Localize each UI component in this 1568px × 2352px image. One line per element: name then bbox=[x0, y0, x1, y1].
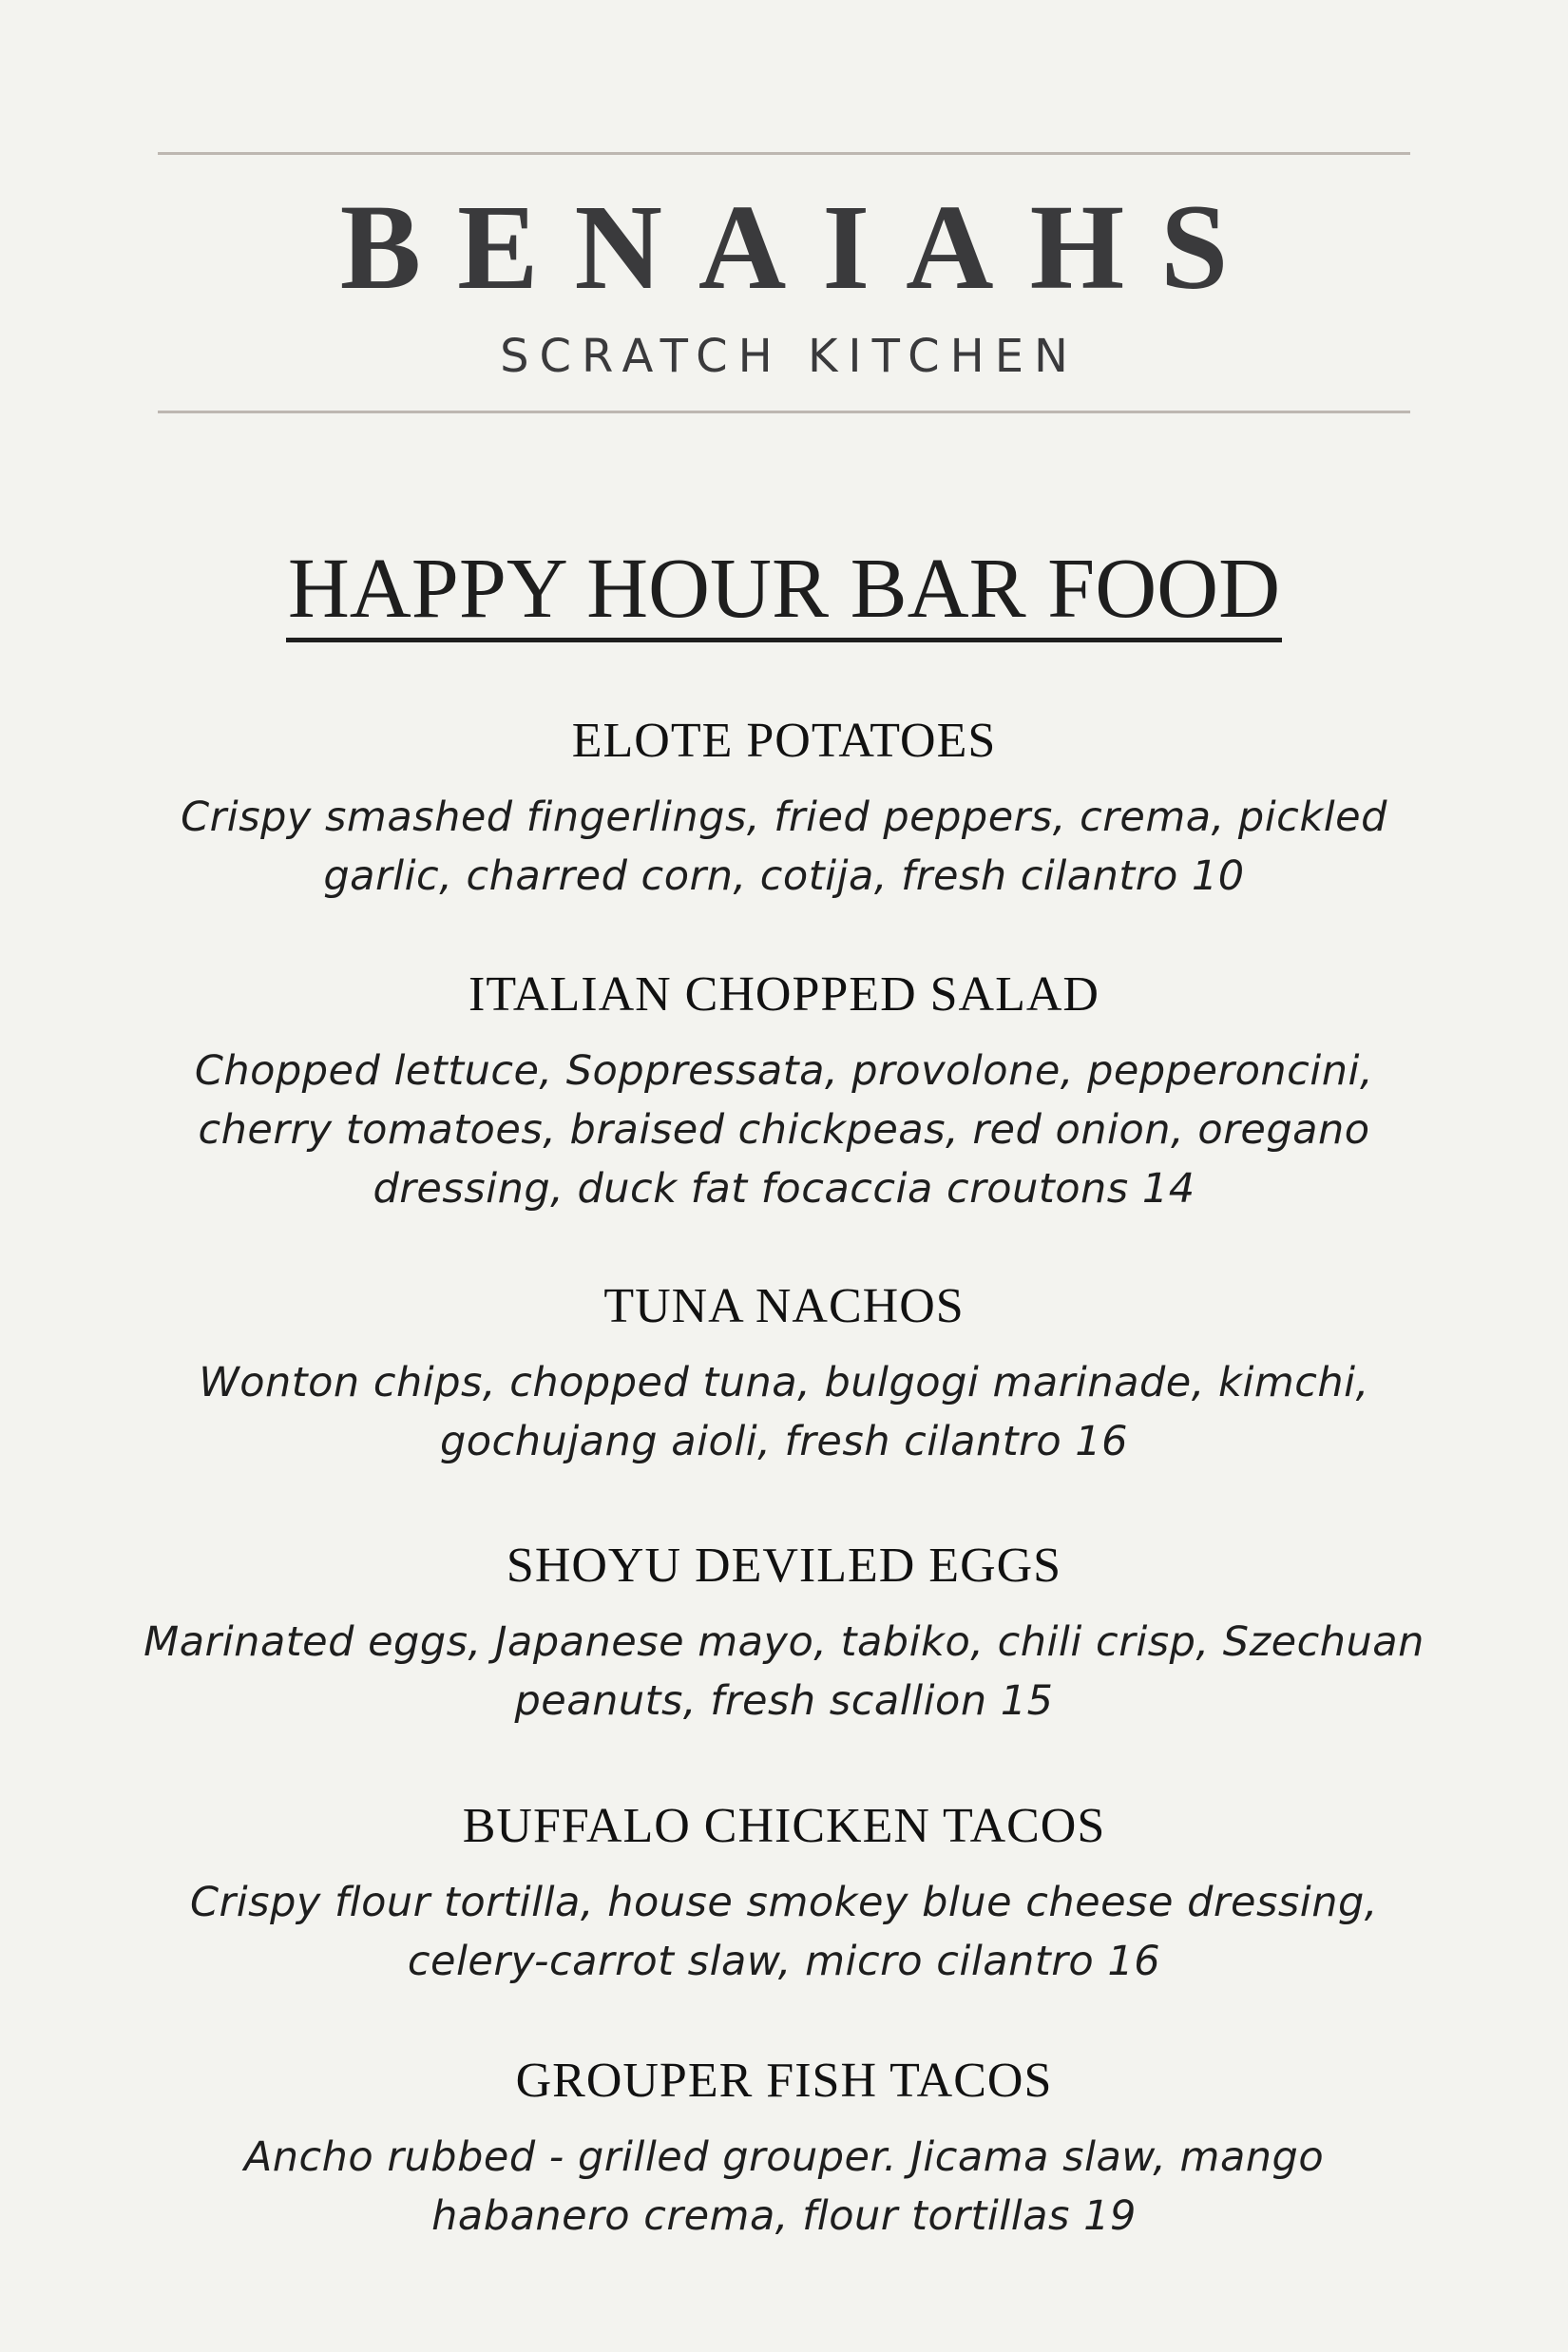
restaurant-subtitle: SCRATCH KITCHEN bbox=[500, 330, 1079, 383]
menu-item-description: Ancho rubbed - grilled grouper. Jicama slaw, mango habanero crema, flour tortillas 19 bbox=[243, 2133, 1325, 2240]
header-top-divider bbox=[158, 152, 1410, 155]
menu-item-name: ITALIAN CHOPPED SALAD bbox=[468, 967, 1100, 1022]
menu-item bbox=[143, 962, 1425, 1218]
menu-item-description: Marinated eggs, Japanese mayo, tabiko, chili crisp, Szechuan peanuts, fresh scallion 15 bbox=[143, 1618, 1425, 1725]
menu-item-name: ELOTE POTATOES bbox=[571, 714, 997, 768]
menu-item-name: TUNA NACHOS bbox=[603, 1279, 965, 1333]
menu-item-name: BUFFALO CHICKEN TACOS bbox=[462, 1799, 1106, 1853]
menu-item bbox=[143, 1273, 1425, 1471]
menu-item-description: Chopped lettuce, Soppressata, provolone, pepperoncini, cherry tomatoes, braised chickpeas, red onion, oregano dressing, duck fat focaccia croutons 14 bbox=[194, 1047, 1374, 1213]
menu-item-name: GROUPER FISH TACOS bbox=[515, 2054, 1053, 2108]
restaurant-name: BENAIAHS bbox=[339, 180, 1265, 315]
menu-section-title bbox=[0, 537, 1568, 641]
menu-item bbox=[143, 1793, 1425, 1991]
menu-section-title-text: HAPPY HOUR BAR FOOD bbox=[286, 542, 1282, 642]
menu-item bbox=[143, 2048, 1425, 2246]
header-bottom-divider bbox=[158, 411, 1410, 413]
menu-item-description: Wonton chips, chopped tuna, bulgogi marinade, kimchi, gochujang aioli, fresh cilantro 16 bbox=[199, 1359, 1369, 1465]
menu-item-description: Crispy smashed fingerlings, fried peppers, crema, pickled garlic, charred corn, cotija, fresh cilantro 10 bbox=[181, 794, 1387, 900]
menu-item-description: Crispy flour tortilla, house smokey blue cheese dressing, celery-carrot slaw, micro cilantro 16 bbox=[190, 1879, 1378, 1985]
menu-item bbox=[143, 1533, 1425, 1731]
menu-item-name: SHOYU DEVILED EGGS bbox=[506, 1539, 1062, 1593]
menu-item bbox=[143, 708, 1425, 906]
